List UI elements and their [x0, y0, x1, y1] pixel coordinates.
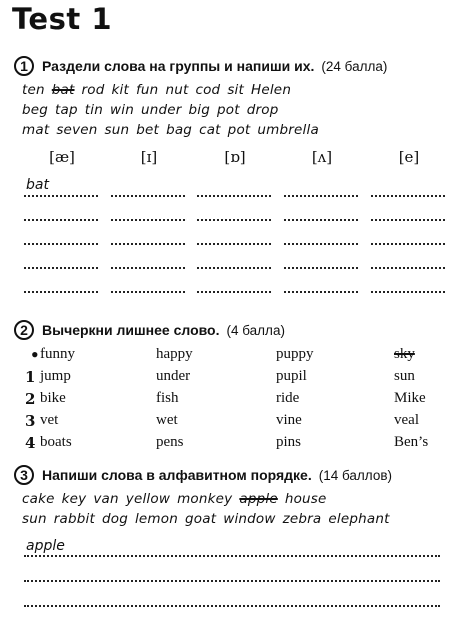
answer-line[interactable]: [371, 195, 445, 197]
word-bank-word: beg: [22, 102, 49, 118]
word-bank-word: van: [93, 491, 119, 507]
option-word[interactable]: under: [156, 368, 191, 384]
task-instruction: Раздели слова на группы и напиши их.: [42, 58, 315, 74]
word-bank-word: sun: [104, 122, 130, 138]
row-number: 3: [25, 412, 36, 430]
option-word[interactable]: vine: [276, 412, 302, 428]
word-bank-word: fun: [135, 82, 159, 98]
answer-line[interactable]: [24, 195, 98, 197]
word-bank-word: kit: [111, 82, 129, 98]
word-bank-word: drop: [246, 102, 279, 118]
answer-line[interactable]: [284, 267, 358, 269]
word-bank-word: mat: [22, 122, 50, 138]
answer-line[interactable]: [111, 195, 185, 197]
option-word[interactable]: sky: [394, 346, 415, 362]
phoneme-heading: [æ]: [49, 148, 75, 166]
word-bank-word: cod: [195, 82, 221, 98]
option-word[interactable]: veal: [394, 412, 419, 428]
word-bank-word: ten: [22, 82, 45, 98]
answer-line[interactable]: [371, 267, 445, 269]
phoneme-heading: [ʌ]: [311, 148, 333, 166]
answer-line[interactable]: [111, 243, 185, 245]
answer-line[interactable]: [284, 195, 358, 197]
phoneme-heading: [ɒ]: [224, 148, 246, 166]
answer-line[interactable]: [197, 267, 271, 269]
option-word[interactable]: boats: [40, 434, 72, 450]
word-bank-line: [22, 122, 326, 138]
odd-one-out-table: [0, 346, 474, 461]
task-number-badge: 1: [14, 56, 34, 76]
answer-line[interactable]: [24, 267, 98, 269]
option-word[interactable]: happy: [156, 346, 193, 362]
option-word[interactable]: pins: [276, 434, 302, 450]
option-word[interactable]: Mike: [394, 390, 426, 406]
task-2-header: [14, 318, 285, 342]
answer-line[interactable]: [24, 243, 98, 245]
option-word[interactable]: fish: [156, 390, 179, 406]
word-bank-word: rabbit: [53, 511, 95, 527]
option-word[interactable]: wet: [156, 412, 178, 428]
word-bank-word: apple: [239, 491, 278, 507]
row-number: 1: [25, 368, 36, 386]
option-word[interactable]: Ben’s: [394, 434, 429, 450]
word-bank-word: lemon: [134, 511, 178, 527]
task-instruction: Вычеркни лишнее слово.: [42, 322, 220, 338]
answer-line[interactable]: [111, 291, 185, 293]
answer-line[interactable]: [371, 219, 445, 221]
word-bank-word: tap: [55, 102, 78, 118]
option-word[interactable]: bike: [40, 390, 66, 406]
page-title: Test 1: [12, 2, 112, 36]
option-word[interactable]: pupil: [276, 368, 307, 384]
word-bank-word: rod: [81, 82, 105, 98]
answer-line[interactable]: [24, 291, 98, 293]
word-bank-word: pot: [227, 122, 251, 138]
answer-line[interactable]: [111, 219, 185, 221]
answer-line[interactable]: [197, 243, 271, 245]
answer-line[interactable]: [197, 195, 271, 197]
task-number-badge: 3: [14, 465, 34, 485]
row-number: •: [30, 346, 40, 364]
word-bank-word: goat: [185, 511, 217, 527]
row-number: 4: [25, 434, 36, 452]
word-bank-word: dog: [101, 511, 128, 527]
word-bank-line: [22, 511, 397, 527]
option-word[interactable]: sun: [394, 368, 415, 384]
answer-line[interactable]: [24, 555, 440, 557]
word-bank-word: bet: [136, 122, 160, 138]
word-bank-word: nut: [165, 82, 189, 98]
word-bank-word: monkey: [177, 491, 233, 507]
word-bank-word: sit: [227, 82, 244, 98]
word-bank-word: umbrella: [257, 122, 319, 138]
answer-line[interactable]: [371, 243, 445, 245]
word-bank-word: house: [284, 491, 327, 507]
answer-line[interactable]: [111, 267, 185, 269]
option-word[interactable]: funny: [40, 346, 75, 362]
answer-line[interactable]: [24, 605, 440, 607]
answer-line[interactable]: [24, 219, 98, 221]
word-bank-word: yellow: [125, 491, 171, 507]
task-1-header: [14, 54, 387, 78]
word-bank-word: win: [110, 102, 134, 118]
word-bank-word: under: [140, 102, 182, 118]
word-bank-word: zebra: [282, 511, 322, 527]
word-bank-word: seven: [56, 122, 98, 138]
phoneme-heading: [e]: [398, 148, 420, 166]
option-word[interactable]: puppy: [276, 346, 314, 362]
word-bank-line: [22, 491, 334, 507]
word-bank-word: window: [223, 511, 276, 527]
word-bank-word: elephant: [328, 511, 390, 527]
answer-line[interactable]: [371, 291, 445, 293]
option-word[interactable]: jump: [40, 368, 71, 384]
task-points: (24 балла): [321, 58, 388, 74]
task-number-badge: 2: [14, 320, 34, 340]
answer-line[interactable]: [284, 243, 358, 245]
phoneme-heading: [ɪ]: [140, 148, 158, 166]
sample-answer: apple: [26, 538, 65, 554]
answer-line[interactable]: [197, 291, 271, 293]
task-3-header: [14, 463, 392, 487]
word-bank-word: big: [188, 102, 210, 118]
word-bank-word: cake: [22, 491, 55, 507]
word-bank-word: bat: [51, 82, 75, 98]
word-bank-word: Helen: [251, 82, 292, 98]
word-bank-line: [22, 102, 285, 118]
task-instruction: Напиши слова в алфавитном порядке.: [42, 467, 312, 483]
word-bank-word: bag: [166, 122, 193, 138]
option-word[interactable]: ride: [276, 390, 300, 406]
task-points: (4 балла): [226, 322, 285, 338]
answer-line[interactable]: [24, 580, 440, 582]
phoneme-grid: [14, 148, 464, 318]
option-word[interactable]: vet: [40, 412, 59, 428]
word-bank-word: pot: [217, 102, 240, 118]
option-word[interactable]: pens: [156, 434, 184, 450]
word-bank-word: tin: [84, 102, 103, 118]
word-bank-word: sun: [22, 511, 47, 527]
word-bank-word: key: [61, 491, 87, 507]
sample-answer: bat: [26, 177, 49, 193]
answer-line[interactable]: [284, 291, 358, 293]
answer-line[interactable]: [284, 219, 358, 221]
word-bank-word: cat: [199, 122, 221, 138]
row-number: 2: [25, 390, 36, 408]
word-bank-line: [22, 82, 298, 98]
answer-line[interactable]: [197, 219, 271, 221]
task-points: (14 баллов): [318, 467, 393, 483]
